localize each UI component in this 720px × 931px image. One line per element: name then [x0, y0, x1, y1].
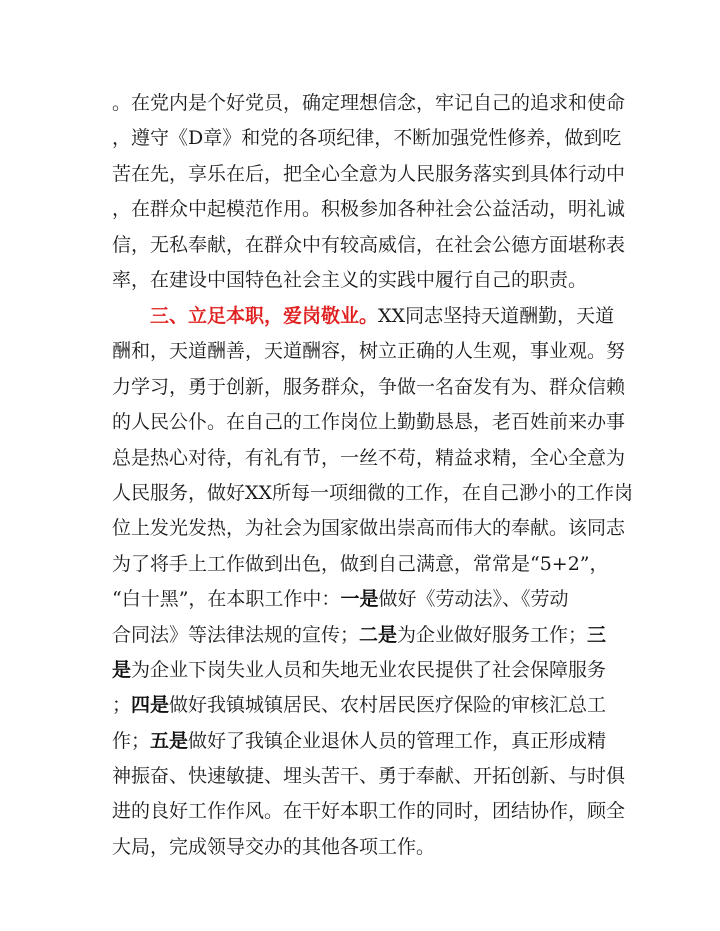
text-segment: XX同志坚持天道酬勤，天道	[378, 305, 615, 327]
text-line: 的人民公仆。在自己的工作岗位上勤勤恳恳，老百姓前来办事	[112, 411, 626, 434]
text-line: 大局，完成领导交办的其他各项工作。	[112, 835, 436, 858]
text-line	[112, 653, 612, 688]
text-segment: 合同法》等法律法规的宣传；	[112, 623, 360, 646]
text-line: 位上发光发热，为社会为国家做出崇高而伟大的奉献。该同志	[112, 517, 626, 540]
text-line: 酬和，天道酬善，天道酬容，树立正确的人生观，事业观。努	[112, 340, 626, 363]
text-line	[112, 618, 612, 653]
text-line: ，在群众中起模范作用。积极参加各种社会公益活动，明礼诚	[112, 198, 626, 221]
text-line: ，遵守《D章》和党的各项纪律，不断加强党性修养，做到吃	[112, 127, 622, 150]
paragraph-party-member	[112, 86, 626, 298]
text-line: 为了将手上工作做到出色，做到自己满意，常常是“5+2”，	[112, 552, 609, 575]
text-segment: “白十黑”，在本职工作中：	[112, 588, 341, 611]
text-line: 苦在先，享乐在后，把全心全意为人民服务落实到具体行动中	[112, 162, 626, 185]
item-label-second: 二是	[359, 623, 398, 646]
text-line	[112, 582, 612, 617]
paragraph-job-dedication	[112, 299, 634, 865]
text-line	[112, 299, 615, 334]
item-label-fourth: 四是	[131, 694, 170, 717]
text-segment: 为企业做好服务工作；	[397, 623, 588, 646]
item-label-third-end: 是	[112, 658, 132, 681]
section-heading: 三、立足本职，爱岗敬业。	[150, 305, 379, 327]
text-segment: 做好了我镇企业退休人员的管理工作，真正形成精	[188, 729, 607, 752]
text-segment: 作；	[112, 729, 151, 752]
text-segment: 为企业下岗失业人员和失地无业农民提供了社会保障服务	[131, 658, 607, 681]
text-line: 力学习，勇于创新，服务群众，争做一名奋发有为、群众信赖	[112, 375, 626, 398]
text-line: 神振奋、快速敏捷、埋头苦干、勇于奉献、开拓创新、与时俱	[112, 765, 626, 788]
text-line: 总是热心对待，有礼有节，一丝不苟，精益求精，全心全意为	[112, 446, 626, 469]
text-line	[112, 688, 612, 723]
text-segment: 做好我镇城镇居民、农村居民医疗保险的审核汇总工	[169, 694, 607, 717]
text-line: 进的良好工作作风。在干好本职工作的同时，团结协作，顾全	[112, 800, 626, 823]
text-line: 。在党内是个好党员，确定理想信念，牢记自己的追求和使命	[112, 92, 626, 114]
text-line	[112, 724, 612, 759]
text-line: 信，无私奉献，在群众中有较高威信，在社会公德方面堪称表	[112, 233, 626, 256]
item-label-first: 一是	[340, 588, 379, 611]
text-segment: 做好《劳动法》、《劳动	[378, 588, 569, 611]
item-label-fifth: 五是	[150, 729, 189, 752]
text-line: 率，在建设中国特色社会主义的实践中履行自己的职责。	[112, 268, 588, 291]
item-label-third-start: 三	[587, 623, 607, 646]
text-line: 人民服务，做好XX所每一项细微的工作，在自己渺小的工作岗	[112, 481, 634, 504]
text-segment: ；	[112, 694, 132, 717]
